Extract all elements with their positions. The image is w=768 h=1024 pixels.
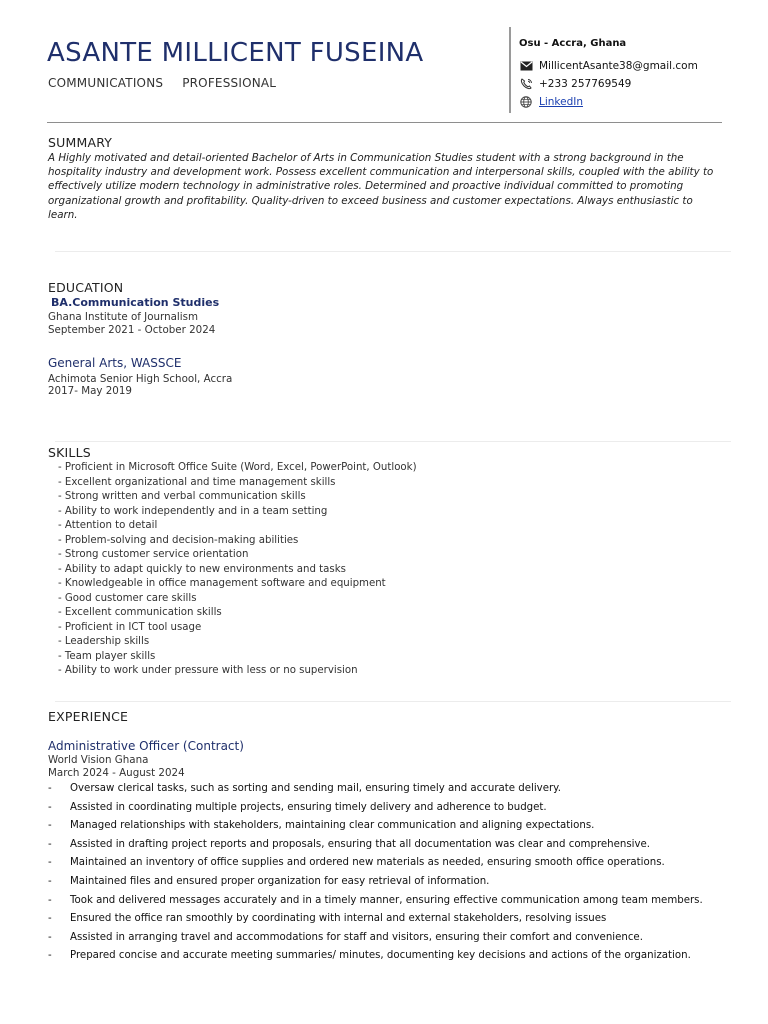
job-headline — [48, 76, 295, 90]
header-separator — [47, 122, 722, 123]
list-item: - Leadership skills — [58, 636, 150, 647]
email-row — [519, 57, 698, 75]
list-item: - Ensured the office ran smoothly by coordinating with internal and external stakeholders, resolving issues — [48, 913, 607, 925]
summary-text: A Highly motivated and detail-oriented Bachelor of Arts in Communication Studies student with a strong background in the hospitality industry and development work. Possess excellent communication and interpersonal skills, coupled with the ability to effectively utilize modern technology in administrative roles. Determined and proactive individual committed to promoting organizational growth and profitability. Quality-driven to exceed business and customer expectations. Always enthusiastic to learn. — [48, 152, 714, 221]
location-text: Osu - Accra, Ghana — [519, 38, 627, 49]
skills-list — [58, 461, 417, 679]
list-item: - Excellent communication skills — [58, 607, 222, 618]
list-item: - Excellent organizational and time management skills — [58, 476, 336, 488]
list-item: - Maintained files and ensured proper organization for easy retrieval of information. — [48, 875, 490, 887]
list-item: - Team player skills — [58, 650, 156, 662]
education-dates: September 2021 - October 2024 — [48, 324, 216, 336]
list-item: - Ability to adapt quickly to new environments and tasks — [58, 563, 346, 575]
school-name: Ghana Institute of Journalism — [48, 311, 199, 323]
list-item: - Prepared concise and accurate meeting summaries/ minutes, documenting key decisions and actions of the organization. — [48, 950, 691, 962]
candidate-name: ASANTE MILLICENT FUSEINA — [47, 38, 424, 68]
list-item: - Proficient in ICT tool usage — [58, 621, 202, 633]
phone-icon — [519, 78, 533, 90]
list-item: - Assisted in coordinating multiple projects, ensuring timely delivery and adherence to budget. — [48, 801, 547, 813]
education-heading: EDUCATION — [48, 280, 124, 295]
headline-word-1: COMMUNICATIONS — [48, 76, 164, 90]
degree-title: BA.Communication Studies — [51, 296, 220, 309]
list-item: - Ability to work under pressure with less or no supervision — [58, 665, 358, 676]
phone-row — [519, 75, 698, 93]
list-item: - Strong customer service orientation — [58, 549, 249, 560]
list-item: - Oversaw clerical tasks, such as sorting and sending mail, ensuring timely and accurate delivery. — [48, 783, 561, 794]
list-item: - Strong written and verbal communication skills — [58, 491, 306, 502]
list-item: - Attention to detail — [58, 520, 158, 531]
list-item: - Assisted in arranging travel and accommodations for staff and visitors, ensuring their comfort and convenience. — [48, 931, 643, 943]
list-item: - Assisted in drafting project reports and proposals, ensuring that all documentation was clear and comprehensive. — [48, 838, 651, 850]
school-name: Achimota Senior High School, Accra — [48, 373, 233, 385]
mail-icon — [519, 60, 533, 72]
job-title: Administrative Officer (Contract) — [48, 739, 244, 753]
linkedin-row — [519, 93, 698, 111]
summary-heading: SUMMARY — [48, 135, 113, 150]
list-item: - Good customer care skills — [58, 592, 197, 604]
section-divider — [55, 441, 731, 442]
section-divider — [55, 251, 731, 252]
list-item: - Managed relationships with stakeholders, maintaining clear communication and aligning expectations. — [48, 820, 595, 832]
globe-icon — [519, 96, 533, 108]
phone-text: +233 257769549 — [539, 78, 632, 90]
list-item: - Ability to work independently and in a team setting — [58, 505, 328, 517]
section-divider — [55, 701, 731, 702]
list-item: - Took and delivered messages accurately and in a timely manner, ensuring effective communication among team members. — [48, 894, 703, 906]
skills-heading: SKILLS — [48, 445, 91, 460]
company-name: World Vision Ghana — [48, 754, 149, 766]
list-item: - Proficient in Microsoft Office Suite (Word, Excel, PowerPoint, Outlook) — [58, 462, 417, 473]
experience-heading: EXPERIENCE — [48, 709, 129, 724]
contact-block — [519, 38, 698, 111]
list-item: - Maintained an inventory of office supplies and ordered new materials as needed, ensuring smooth office operations. — [48, 857, 665, 869]
headline-word-2: PROFESSIONAL — [182, 76, 277, 90]
experience-bullets — [48, 780, 703, 966]
list-item: - Problem-solving and decision-making abilities — [58, 534, 299, 546]
email-text: MillicentAsante38@gmail.com — [539, 60, 698, 72]
degree-title: General Arts, WASSCE — [48, 356, 182, 370]
list-item: - Knowledgeable in office management software and equipment — [58, 578, 386, 589]
linkedin-link[interactable]: LinkedIn — [539, 96, 584, 108]
job-dates: March 2024 - August 2024 — [48, 767, 185, 779]
header-divider — [509, 27, 511, 113]
education-dates: 2017- May 2019 — [48, 385, 132, 397]
